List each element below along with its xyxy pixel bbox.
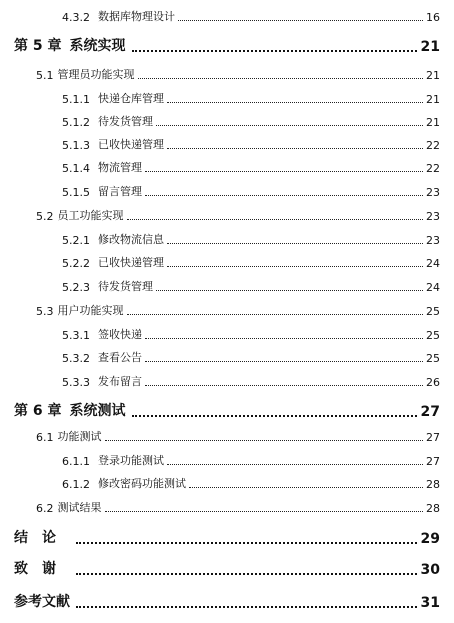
toc-entry-page-number: 16 (426, 11, 440, 24)
toc-entry-subsection[interactable] (62, 276, 440, 294)
toc-entry-title: 签收快递 (98, 328, 142, 341)
toc-entry-subsection[interactable] (62, 88, 440, 106)
toc-entry-chapter[interactable] (14, 589, 440, 611)
toc-entry-number: 5.2 (36, 210, 54, 223)
toc-entry-number: 5.3 (36, 305, 54, 318)
toc-entry-number: 5.1.5 (62, 186, 90, 199)
toc-entry-subsection[interactable] (62, 252, 440, 270)
toc-entry-title: 已收快递管理 (98, 256, 164, 269)
dot-leader (132, 414, 417, 417)
toc-entry-number: 5.3.3 (62, 376, 90, 389)
dot-leader (167, 463, 423, 465)
toc-entry-page-number: 31 (420, 595, 440, 611)
toc-entry-title: 功能测试 (57, 430, 102, 443)
toc-entry-section[interactable] (36, 64, 440, 82)
toc-entry-number: 5.2.1 (62, 234, 90, 247)
toc-entry-page-number: 27 (426, 431, 440, 444)
dot-leader (145, 337, 423, 339)
dot-leader (76, 541, 417, 544)
toc-entry-number: 5.2.3 (62, 281, 90, 294)
toc-entry-subsection[interactable] (62, 347, 440, 365)
toc-entry-title: 留言管理 (98, 185, 142, 198)
toc-entry-page-number: 29 (420, 531, 440, 547)
toc-entry-page-number: 24 (426, 257, 440, 270)
toc-entry-title: 测试结果 (57, 501, 102, 514)
toc-entry-number: 5.1.1 (62, 93, 90, 106)
toc-entry-title: 修改物流信息 (98, 233, 164, 246)
toc-entry-subsection[interactable] (62, 324, 440, 342)
toc-entry-title: 用户功能实现 (57, 304, 124, 317)
toc-entry-subsection[interactable] (62, 473, 440, 491)
toc-entry-page-number: 21 (426, 69, 440, 82)
toc-entry-number: 4.3.2 (62, 11, 90, 24)
dot-leader (145, 170, 423, 172)
toc-entry-title: 登录功能测试 (98, 454, 164, 467)
toc-entry-title: 系统测试 (69, 403, 126, 419)
toc-entry-page-number: 24 (426, 281, 440, 294)
toc-entry-number: 5.1.3 (62, 139, 90, 152)
toc-entry-number: 5.3.1 (62, 329, 90, 342)
toc-entry-subsection[interactable] (62, 157, 440, 175)
toc-entry-title: 结论 (14, 530, 70, 546)
dot-leader (127, 218, 424, 220)
toc-entry-page-number: 23 (426, 210, 440, 223)
toc-entry-page-number: 21 (426, 93, 440, 106)
dot-leader (156, 289, 423, 291)
toc-entry-number: 6.1.1 (62, 455, 90, 468)
toc-entry-page-number: 30 (420, 562, 440, 578)
toc-entry-page-number: 23 (426, 234, 440, 247)
toc-entry-title: 数据库物理设计 (98, 10, 175, 23)
toc-entry-page-number: 25 (426, 305, 440, 318)
toc-entry-number: 5.3.2 (62, 352, 90, 365)
toc-entry-chapter[interactable] (14, 556, 440, 578)
dot-leader (138, 77, 424, 79)
toc-entry-title: 快递仓库管理 (98, 92, 164, 105)
toc-entry-number: 6.1 (36, 431, 54, 444)
toc-entry-title: 已收快递管理 (98, 138, 164, 151)
toc-entry-section[interactable] (36, 300, 440, 318)
toc-entry-number: 5.1.2 (62, 116, 90, 129)
dot-leader (178, 19, 423, 21)
dot-leader (105, 439, 424, 441)
toc-entry-number: 6.1.2 (62, 478, 90, 491)
toc-entry-chapter[interactable] (14, 398, 440, 420)
toc-entry-title: 待发货管理 (98, 280, 153, 293)
toc-entry-number: 6.2 (36, 502, 54, 515)
toc-entry-page-number: 25 (426, 352, 440, 365)
toc-entry-title: 发布留言 (98, 375, 142, 388)
toc-entry-subsection[interactable] (62, 450, 440, 468)
toc-entry-title: 待发货管理 (98, 115, 153, 128)
toc-entry-page-number: 21 (426, 116, 440, 129)
dot-leader (76, 605, 417, 608)
toc-entry-page-number: 22 (426, 162, 440, 175)
toc-entry-number: 5.1.4 (62, 162, 90, 175)
dot-leader (76, 572, 417, 575)
dot-leader (167, 265, 423, 267)
toc-entry-section[interactable] (36, 497, 440, 515)
dot-leader (167, 101, 423, 103)
toc-entry-title: 物流管理 (98, 161, 142, 174)
dot-leader (145, 360, 423, 362)
toc-entry-page-number: 28 (426, 478, 440, 491)
toc-entry-page-number: 22 (426, 139, 440, 152)
toc-entry-chapter[interactable] (14, 525, 440, 547)
toc-entry-page-number: 25 (426, 329, 440, 342)
toc-entry-subsection[interactable] (62, 6, 440, 24)
dot-leader (145, 194, 423, 196)
toc-entry-number: 5.2.2 (62, 257, 90, 270)
toc-entry-page-number: 26 (426, 376, 440, 389)
dot-leader (189, 486, 423, 488)
toc-entry-number: 第 6 章 (14, 403, 62, 419)
toc-entry-subsection[interactable] (62, 134, 440, 152)
toc-entry-number: 5.1 (36, 69, 54, 82)
toc-entry-subsection[interactable] (62, 229, 440, 247)
toc-entry-title: 管理员功能实现 (57, 68, 135, 81)
toc-entry-title: 参考文献 (14, 594, 70, 610)
toc-entry-page-number: 23 (426, 186, 440, 199)
toc-entry-page-number: 27 (420, 404, 440, 420)
dot-leader (156, 124, 423, 126)
dot-leader (127, 313, 424, 315)
toc-entry-section[interactable] (36, 426, 440, 444)
dot-leader (167, 147, 423, 149)
toc-entry-subsection[interactable] (62, 371, 440, 389)
toc-entry-title: 修改密码功能测试 (98, 477, 186, 490)
dot-leader (105, 510, 424, 512)
dot-leader (132, 49, 417, 52)
dot-leader (145, 384, 423, 386)
dot-leader (167, 242, 423, 244)
toc-entry-chapter[interactable] (14, 33, 440, 55)
toc-entry-number: 第 5 章 (14, 38, 62, 54)
toc-entry-title: 员工功能实现 (57, 209, 124, 222)
toc-entry-page-number: 28 (426, 502, 440, 515)
toc-entry-title: 查看公告 (98, 351, 142, 364)
toc-entry-title: 致谢 (14, 561, 70, 577)
toc-entry-subsection[interactable] (62, 181, 440, 199)
toc-entry-section[interactable] (36, 205, 440, 223)
toc-entry-page-number: 27 (426, 455, 440, 468)
toc-entry-title: 系统实现 (69, 38, 126, 54)
toc-entry-subsection[interactable] (62, 111, 440, 129)
toc-entry-page-number: 21 (420, 39, 440, 55)
